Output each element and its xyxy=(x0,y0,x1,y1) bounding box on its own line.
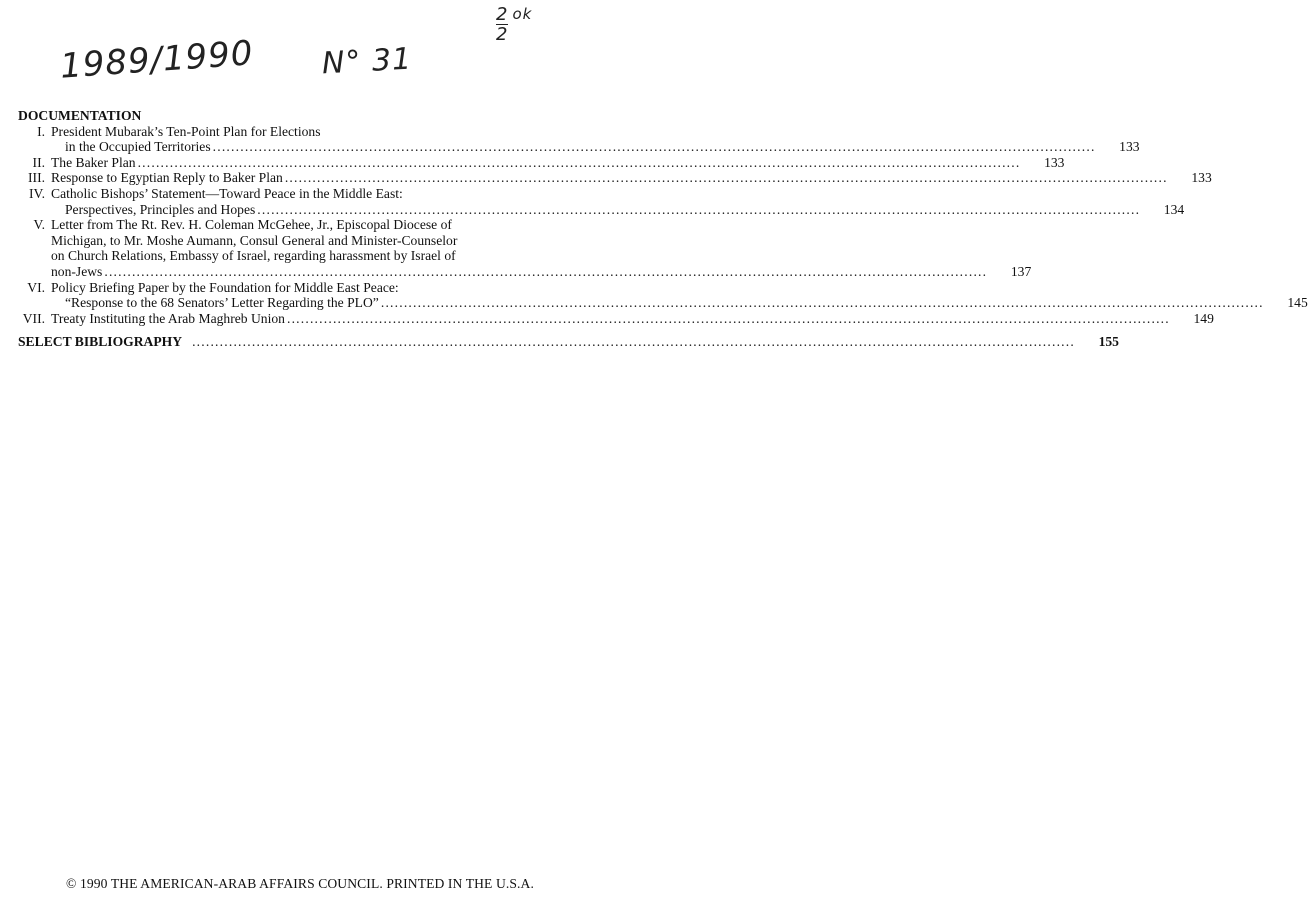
entry-line xyxy=(51,139,1140,155)
entry-body xyxy=(51,170,1212,186)
entry-number: III. xyxy=(28,170,45,186)
toc-entries xyxy=(18,123,1308,327)
entry-title-line: Treaty Instituting the Arab Maghreb Union xyxy=(51,310,285,326)
dot-leader xyxy=(192,334,1075,350)
corner-suffix: ok xyxy=(512,5,533,23)
dot-leader xyxy=(138,155,1021,171)
entry-title-line: Michigan, to Mr. Moshe Aumann, Consul General and Minister-Counselor xyxy=(51,232,458,248)
entry-body xyxy=(51,155,1064,171)
table-of-contents xyxy=(18,108,1308,350)
entry-title-line: The Baker Plan xyxy=(51,154,136,170)
entry-line xyxy=(51,295,1308,311)
dot-leader xyxy=(213,139,1096,155)
entry-line xyxy=(51,264,1031,280)
entry-number: VI. xyxy=(27,279,45,295)
entry-line xyxy=(51,233,1031,249)
entry-title-line: Policy Briefing Paper by the Foundation for Middle East Peace: xyxy=(51,279,399,295)
entry-title-line: President Mubarak’s Ten-Point Plan for Elections xyxy=(51,123,321,139)
entry-body xyxy=(51,186,1184,217)
corner-numerator: 2 xyxy=(496,4,509,25)
entry-number: II. xyxy=(32,154,45,170)
entry-title-line: Perspectives, Principles and Hopes xyxy=(65,201,256,217)
handwritten-years: 1989/1990 xyxy=(58,33,255,87)
toc-entry[interactable] xyxy=(18,123,1140,155)
toc-entry[interactable] xyxy=(18,185,1185,217)
entry-body xyxy=(51,311,1214,327)
entry-number: IV. xyxy=(29,185,45,201)
entry-line xyxy=(51,248,1031,264)
entry-title-line: on Church Relations, Embassy of Israel, regarding harassment by Israel of xyxy=(51,248,456,264)
entry-line xyxy=(51,280,1308,296)
entry-title-line: in the Occupied Territories xyxy=(65,139,211,155)
toc-entry[interactable] xyxy=(18,170,1212,186)
entry-line xyxy=(51,311,1214,327)
entry-line xyxy=(51,155,1064,171)
page-number: 133 xyxy=(1044,154,1065,170)
page-number: 137 xyxy=(1010,263,1032,279)
entry-body xyxy=(51,124,1140,155)
toc-entry[interactable] xyxy=(18,279,1308,311)
toc-entry[interactable] xyxy=(18,217,1032,279)
dot-leader xyxy=(285,170,1168,186)
page-number: 133 xyxy=(1191,170,1212,186)
dot-leader xyxy=(104,264,987,280)
entry-number: V. xyxy=(33,217,45,233)
entry-line xyxy=(51,202,1184,218)
entry-line xyxy=(51,170,1212,186)
page-number: 133 xyxy=(1119,139,1140,155)
entry-title-line: non-Jews xyxy=(51,263,103,279)
entry-line xyxy=(51,217,1031,233)
dot-leader xyxy=(381,295,1264,311)
entry-title-line: Response to Egyptian Reply to Baker Plan xyxy=(51,170,283,186)
entry-number: VII. xyxy=(22,310,45,326)
entry-title-line: “Response to the 68 Senators’ Letter Regarding the PLO” xyxy=(65,295,379,311)
dot-leader xyxy=(287,311,1170,327)
entry-number: I. xyxy=(37,123,45,139)
copyright-footer: © 1990 THE AMERICAN-ARAB AFFAIRS COUNCIL. PRINTED IN THE U.S.A. xyxy=(66,876,534,891)
bibliography-entry[interactable] xyxy=(18,334,1119,350)
section-heading: DOCUMENTATION xyxy=(18,108,142,123)
entry-line xyxy=(51,186,1184,202)
entry-body xyxy=(51,280,1308,311)
dot-leader xyxy=(257,202,1140,218)
handwritten-corner-note xyxy=(496,6,532,43)
entry-title-line: Catholic Bishops’ Statement—Toward Peace in the Middle East: xyxy=(51,185,403,201)
entry-body xyxy=(51,217,1031,279)
page-number: 155 xyxy=(1098,334,1119,350)
entry-title-line: Letter from The Rt. Rev. H. Coleman McGehee, Jr., Episcopal Diocese of xyxy=(51,217,452,233)
page-number: 149 xyxy=(1193,310,1214,326)
page-number: 145 xyxy=(1287,295,1308,311)
toc-entry[interactable] xyxy=(18,310,1214,327)
toc-entry[interactable] xyxy=(18,154,1065,171)
corner-denominator: 2 xyxy=(496,24,509,45)
page-number: 134 xyxy=(1163,201,1185,217)
entry-line xyxy=(51,124,1140,140)
handwritten-issue-number: N° 31 xyxy=(321,41,414,82)
bibliography-label: SELECT BIBLIOGRAPHY xyxy=(18,334,183,350)
